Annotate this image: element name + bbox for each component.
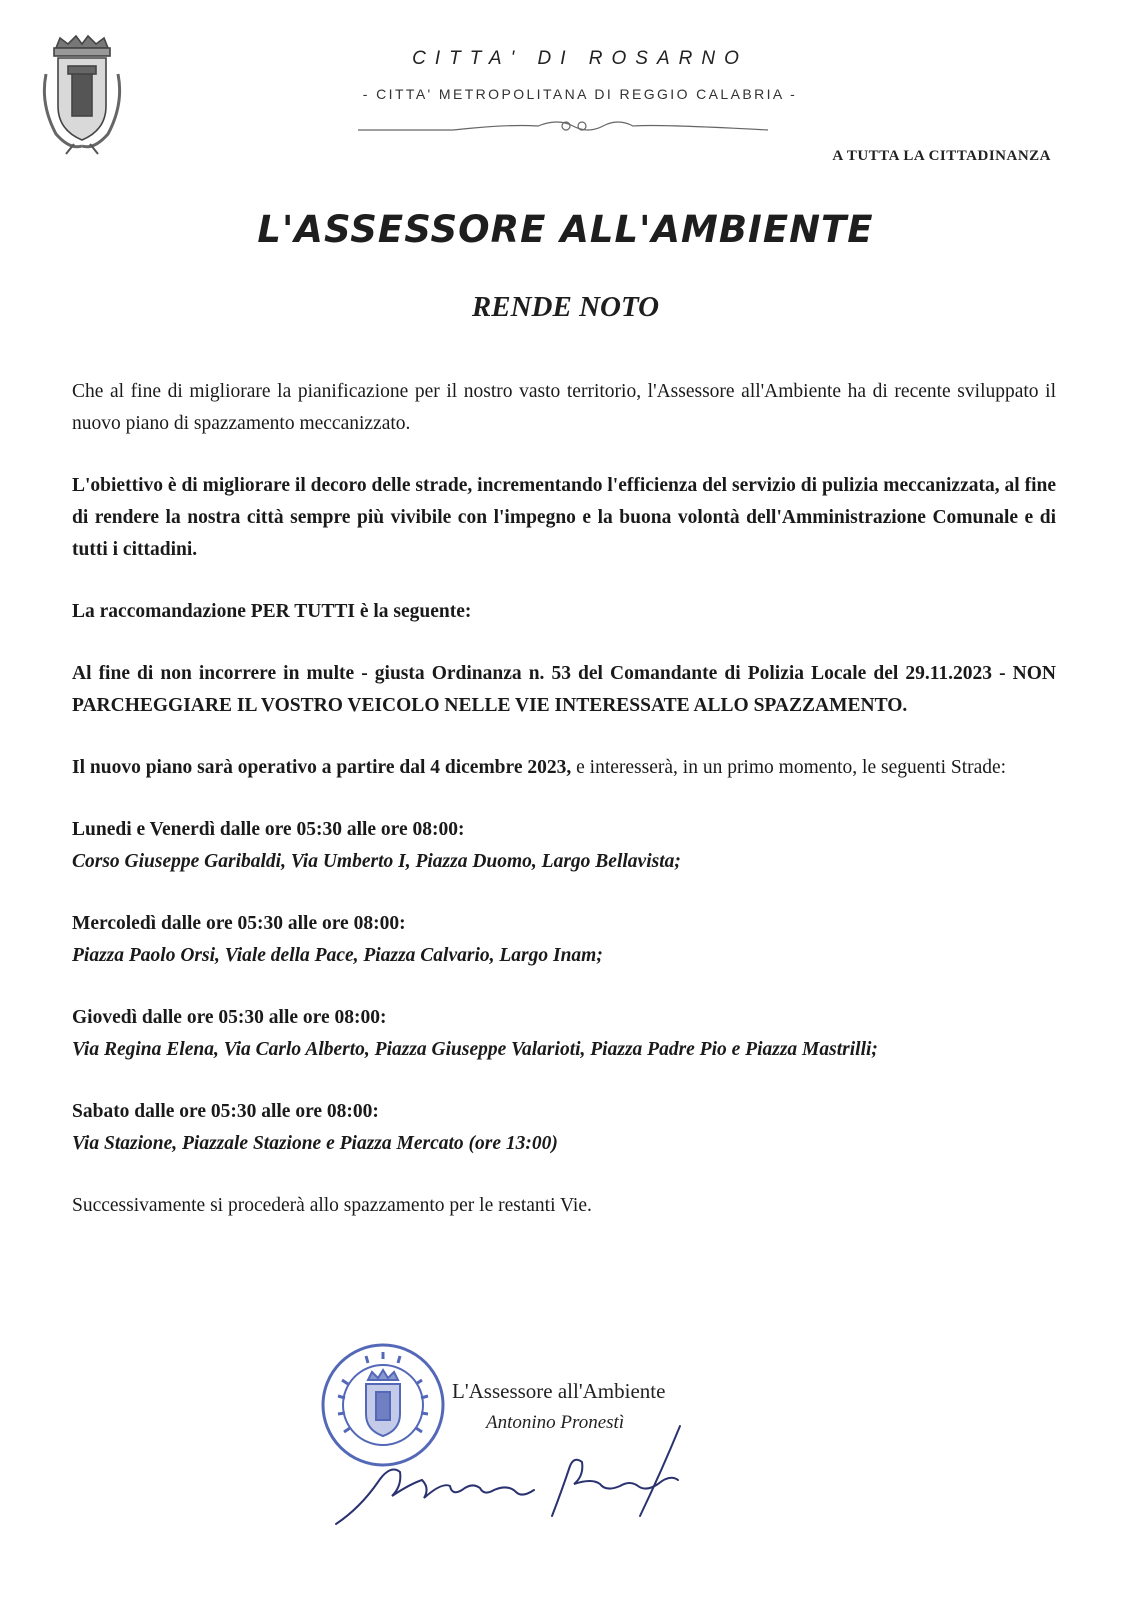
city-name: CITTA' DI ROSARNO [412,48,748,69]
schedule-item [72,1096,1056,1160]
city-crest-icon [36,34,128,158]
schedule-item [72,908,1056,972]
signatory-name: Antonino Pronestì [486,1412,625,1433]
recommendation-paragraph: La raccomandazione PER TUTTI è la seguente: [72,601,472,622]
schedule-streets: Piazza Paolo Orsi, Viale della Pace, Piazza Calvario, Largo Inam; [72,945,603,966]
schedule-item [72,814,1056,878]
metropolitan-city: - CITTA' METROPOLITANA DI REGGIO CALABRIA - [362,86,798,102]
schedule-item [72,1002,1056,1066]
start-date-bold: Il nuovo piano sarà operativo a partire dal 4 dicembre 2023, [72,757,572,778]
schedule-heading: Sabato dalle ore 05:30 alle ore 08:00: [72,1101,379,1122]
objective-paragraph: L'obiettivo è di migliorare il decoro delle strade, incrementando l'efficienza del servizio di pulizia meccanizzata, al fine di rendere la nostra città sempre più vivibile con l'impegno e la buona volontà dell'Amministrazione Comunale e di tutti i cittadini. [72,475,1056,560]
schedule-heading: Lunedi e Venerdì dalle ore 05:30 alle ore 08:00: [72,819,465,840]
page-title: L'ASSESSORE ALL'AMBIENTE [257,208,874,251]
closing-paragraph: Successivamente si procederà allo spazzamento per le restanti Vie. [72,1195,592,1216]
start-date-rest: e interesserà, in un primo momento, le seguenti Strade: [571,757,1007,778]
schedule-heading: Mercoledì dalle ore 05:30 alle ore 08:00: [72,913,406,934]
schedule-streets: Via Regina Elena, Via Carlo Alberto, Piazza Giuseppe Valarioti, Piazza Padre Pio e Piazza Mastrilli; [72,1039,878,1060]
ornament-divider [358,114,768,138]
recipients-line: A TUTTA LA CITTADINANZA [832,148,1051,164]
schedule-streets: Via Stazione, Piazzale Stazione e Piazza Mercato (ore 13:00) [72,1133,558,1154]
page-subtitle: RENDE NOTO [471,291,660,323]
schedule-streets: Corso Giuseppe Garibaldi, Via Umberto I, Piazza Duomo, Largo Bellavista; [72,851,681,872]
intro-paragraph: Che al fine di migliorare la pianificazione per il nostro vasto territorio, l'Assessore all'Ambiente ha di recente sviluppato il nuovo piano di spazzamento meccanizzato. [72,381,1056,434]
start-date-paragraph [72,752,1056,784]
signatory-title: L'Assessore all'Ambiente [452,1379,666,1403]
schedule-heading: Giovedì dalle ore 05:30 alle ore 08:00: [72,1007,387,1028]
parking-warning-paragraph: Al fine di non incorrere in multe - giusta Ordinanza n. 53 del Comandante di Polizia Locale del 29.11.2023 - NON PARCHEGGIARE IL VOSTRO VEICOLO NELLE VIE INTERESSATE ALLO SPAZZAMENTO. [72,663,1056,716]
notice-body [72,376,1056,1252]
handwritten-signature [330,1412,710,1532]
